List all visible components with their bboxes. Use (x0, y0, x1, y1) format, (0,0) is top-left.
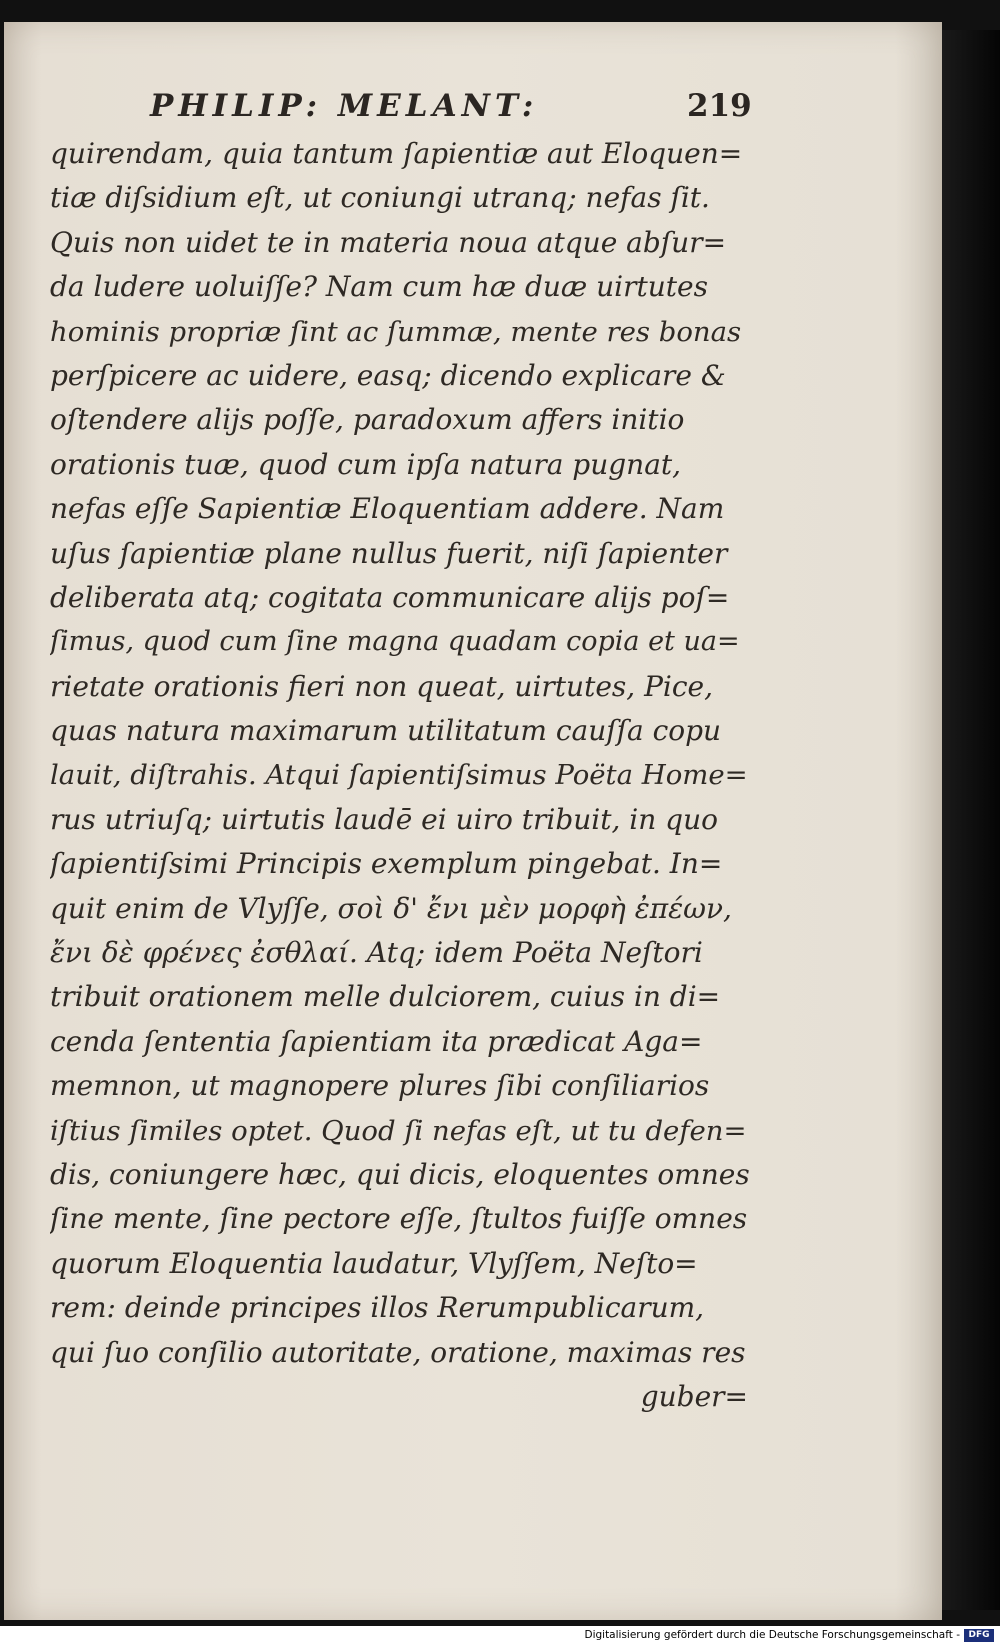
text-line: hominis propriæ ſint ac ſummæ, mente res bonas (50, 315, 742, 348)
text-line: cenda ſententia ſapientiam ita prædicat Aga= (50, 1024, 703, 1058)
text-line: dis, coniungere hæc, qui dicis, eloquentes omnes (50, 1157, 750, 1191)
text-line: ſimus, quod cum ſine magna quadam copia et ua= (50, 626, 740, 658)
text-line: rem: deinde principes illos Rerumpublicarum, (50, 1291, 705, 1325)
text-line: rus utriuſq; uirtutis laudē ei uiro tribuit, in quo (50, 802, 718, 836)
text-line: ſapientiſsimi Principis exemplum pingebat. In= (50, 847, 723, 881)
text-line: tribuit orationem melle dulciorem, cuius in di= (50, 980, 721, 1014)
text-line: uſus ſapientiæ plane nullus fuerit, niſi ſapienter (50, 536, 728, 570)
funding-credit: Digitalisierung gefördert durch die Deutsche Forschungsgemeinschaft - (584, 1629, 960, 1641)
text-line: da ludere uoluiſſe? Nam cum hæ duæ uirtutes (50, 270, 708, 304)
text-line: qui ſuo conſilio autoritate, oratione, maximas res (50, 1335, 746, 1369)
text-line: deliberata atq; cogitata communicare alijs poſ= (50, 580, 730, 614)
text-line: ſine mente, ſine pectore eſſe, ſtultos fuiſſe omnes (50, 1202, 748, 1236)
text-line: lauit, diſtrahis. Atqui ſapientiſsimus Poëta Home= (50, 759, 748, 792)
text-line: memnon, ut magnopere plures ſibi conſiliarios (50, 1069, 710, 1103)
running-head-title: PHILIP: MELANT: (150, 88, 539, 124)
text-line: quit enim de Vlyſſe, σοὶ δ' ἔνι μὲν μορφὴ ἐπέων, (50, 891, 732, 925)
text-line: quas natura maximarum utilitatum cauſſa copu (50, 714, 722, 748)
text-line: orationis tuæ, quod cum ipſa natura pugnat, (50, 447, 682, 481)
text-line: quorum Eloquentia laudatur, Vlyſſem, Neſto= (50, 1246, 698, 1280)
text-line: perſpicere ac uidere, easq; dicendo explicare & (50, 358, 726, 392)
text-line: rietate orationis fieri non queat, uirtutes, Pice, (50, 669, 714, 703)
dfg-logo: DFG (964, 1629, 994, 1642)
page-number: 219 (687, 88, 752, 124)
text-line: tiæ diſsidium eſt, ut coniungi utranq; nefas ſit. (50, 181, 710, 215)
book-edge-shadow (942, 30, 1000, 1610)
text-line: Quis non uidet te in materia noua atque abſur= (50, 225, 727, 259)
text-line: quirendam, quia tantum ſapientiæ aut Eloquen= (50, 137, 743, 170)
digitization-footer (0, 1626, 1000, 1646)
text-line: oſtendere alijs poſſe, paradoxum affers initio (50, 403, 685, 437)
text-line: iſtius ſimiles optet. Quod ſi nefas eſt, ut tu defen= (50, 1114, 747, 1147)
text-line: ἔνι δὲ φρένες ἐσθλαί. Atq; idem Poëta Neſtori (50, 936, 703, 970)
catchword: guber= (640, 1379, 748, 1413)
running-head (150, 88, 750, 134)
body-text (50, 132, 750, 1419)
text-line: nefas eſſe Sapientiæ Eloquentiam addere. Nam (50, 492, 725, 526)
